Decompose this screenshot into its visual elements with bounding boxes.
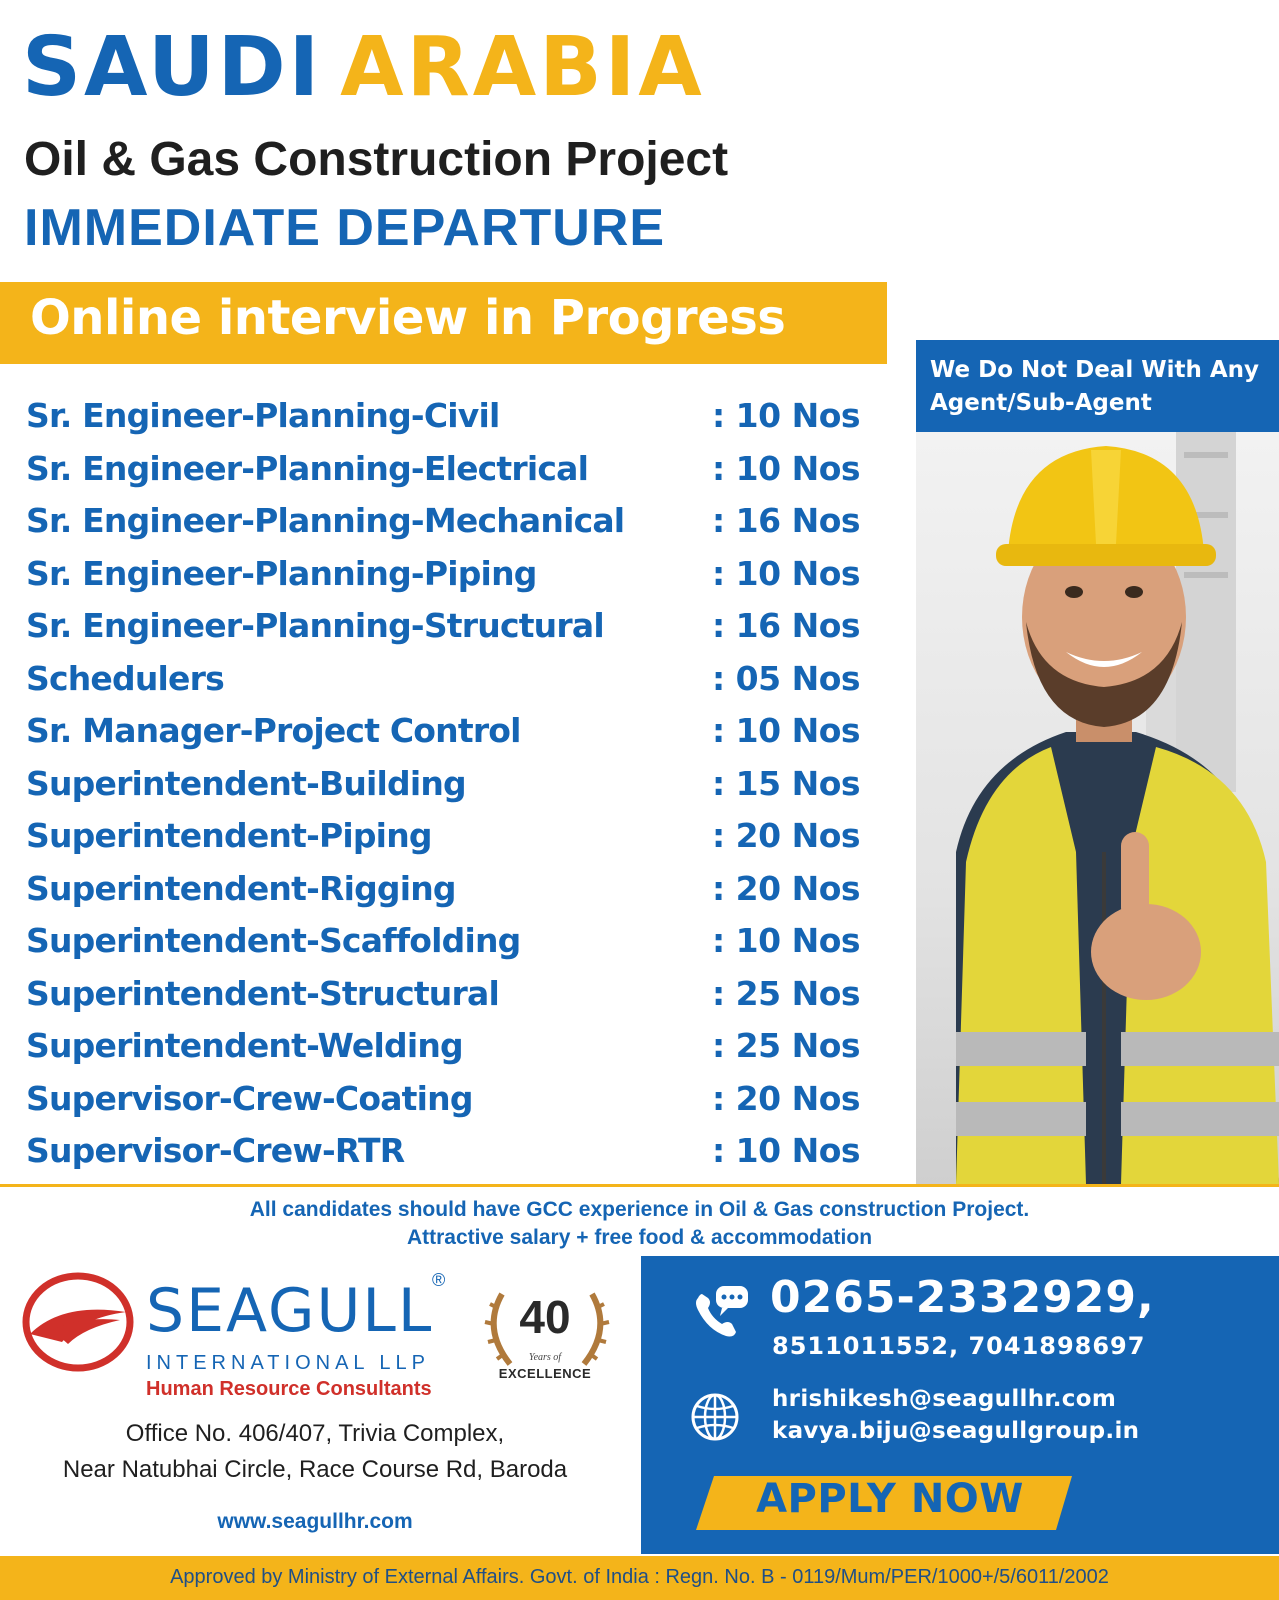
position-title: Superintendent-Rigging bbox=[26, 868, 456, 908]
requirement-line-1: All candidates should have GCC experience in Oil & Gas construction Project. bbox=[249, 1198, 1030, 1221]
position-row bbox=[26, 968, 876, 1021]
position-count: : 10 Nos bbox=[712, 921, 861, 960]
email-primary[interactable]: hrishikesh@seagullhr.com bbox=[772, 1386, 1117, 1412]
registered-mark: ® bbox=[432, 1270, 446, 1290]
position-row bbox=[26, 548, 876, 601]
position-title: Supervisor-Crew-RTR bbox=[26, 1131, 405, 1170]
headline-part-1: SAUDI bbox=[22, 20, 323, 115]
position-row bbox=[26, 653, 876, 706]
headline bbox=[22, 18, 705, 118]
phone-chat-icon bbox=[690, 1284, 750, 1340]
address-line-2: Near Natubhai Circle, Race Course Rd, Baroda bbox=[62, 1456, 568, 1483]
company-subname: INTERNATIONAL LLP bbox=[146, 1352, 430, 1374]
position-count: : 15 Nos bbox=[712, 763, 861, 803]
badge-number: 40 bbox=[519, 1291, 571, 1343]
position-row bbox=[26, 1125, 876, 1178]
position-title: Sr. Manager-Project Control bbox=[26, 711, 521, 750]
phone-alternate[interactable]: 8511011552, 7041898697 bbox=[772, 1332, 1146, 1360]
badge-years-text: Years of bbox=[528, 1352, 562, 1363]
position-row bbox=[26, 495, 876, 548]
position-row bbox=[26, 1073, 876, 1126]
position-row bbox=[26, 810, 876, 863]
position-title: Superintendent-Welding bbox=[26, 1026, 463, 1065]
agent-notice-text: We Do Not Deal With Any Agent/Sub-Agent bbox=[930, 357, 1260, 416]
departure-heading: IMMEDIATE DEPARTURE bbox=[24, 199, 666, 257]
position-row bbox=[26, 443, 876, 496]
position-title: Schedulers bbox=[26, 658, 224, 698]
interview-banner-text: Online interview in Progress bbox=[30, 290, 786, 346]
position-count: : 10 Nos bbox=[712, 711, 861, 750]
position-count: : 10 Nos bbox=[712, 396, 861, 435]
position-row bbox=[26, 705, 876, 758]
globe-icon bbox=[690, 1392, 740, 1442]
position-title: Sr. Engineer-Planning-Piping bbox=[26, 553, 537, 593]
position-title: Sr. Engineer-Planning-Electrical bbox=[26, 448, 589, 488]
position-title: Superintendent-Structural bbox=[26, 973, 499, 1013]
position-count: : 25 Nos bbox=[712, 1026, 861, 1065]
badge-label: EXCELLENCE bbox=[498, 1366, 592, 1381]
position-title: Sr. Engineer-Planning-Mechanical bbox=[26, 501, 625, 540]
position-count: : 20 Nos bbox=[712, 816, 861, 855]
position-count: : 16 Nos bbox=[712, 606, 861, 645]
address-line-1: Office No. 406/407, Trivia Complex, bbox=[125, 1420, 505, 1447]
position-count: : 10 Nos bbox=[712, 553, 861, 593]
company-tagline: Human Resource Consultants bbox=[146, 1378, 432, 1400]
position-title: Superintendent-Scaffolding bbox=[26, 921, 521, 960]
apply-now-button[interactable]: APPLY NOW bbox=[756, 1476, 1024, 1522]
position-row bbox=[26, 390, 876, 443]
position-count: : 20 Nos bbox=[712, 868, 861, 908]
project-subtitle: Oil & Gas Construction Project bbox=[24, 133, 729, 186]
position-count: : 10 Nos bbox=[712, 1131, 861, 1170]
position-title: Sr. Engineer-Planning-Civil bbox=[26, 396, 500, 435]
worker-illustration bbox=[916, 432, 1279, 1184]
position-count: : 16 Nos bbox=[712, 501, 861, 540]
position-row bbox=[26, 1020, 876, 1073]
footer-approval-text: Approved by Ministry of External Affairs. Govt. of India : Regn. No. B - 0119/Mum/PER/1000+/5/6011/2002 bbox=[170, 1566, 1109, 1588]
worker-photo bbox=[916, 432, 1279, 1184]
seagull-logo-icon bbox=[22, 1272, 134, 1372]
position-title: Superintendent-Piping bbox=[26, 816, 432, 855]
position-count: : 10 Nos bbox=[712, 448, 861, 488]
position-row bbox=[26, 600, 876, 653]
headline-part-2: ARABIA bbox=[340, 20, 705, 115]
position-count: : 05 Nos bbox=[712, 658, 861, 698]
email-secondary[interactable]: kavya.biju@seagullgroup.in bbox=[772, 1418, 1140, 1444]
position-row bbox=[26, 915, 876, 968]
positions-list bbox=[26, 390, 876, 1178]
website-link[interactable]: www.seagullhr.com bbox=[217, 1510, 413, 1533]
requirement-line-2: Attractive salary + free food & accommodation bbox=[406, 1226, 873, 1249]
section-divider bbox=[0, 1184, 1279, 1187]
phone-main[interactable]: 0265-2332929, bbox=[770, 1272, 1155, 1323]
position-count: : 20 Nos bbox=[712, 1078, 861, 1118]
position-title: Sr. Engineer-Planning-Structural bbox=[26, 606, 604, 645]
position-title: Superintendent-Building bbox=[26, 763, 466, 803]
company-name: SEAGULL bbox=[146, 1276, 434, 1346]
position-row bbox=[26, 758, 876, 811]
position-row bbox=[26, 863, 876, 916]
position-title: Supervisor-Crew-Coating bbox=[26, 1078, 473, 1118]
position-count: : 25 Nos bbox=[712, 973, 861, 1013]
